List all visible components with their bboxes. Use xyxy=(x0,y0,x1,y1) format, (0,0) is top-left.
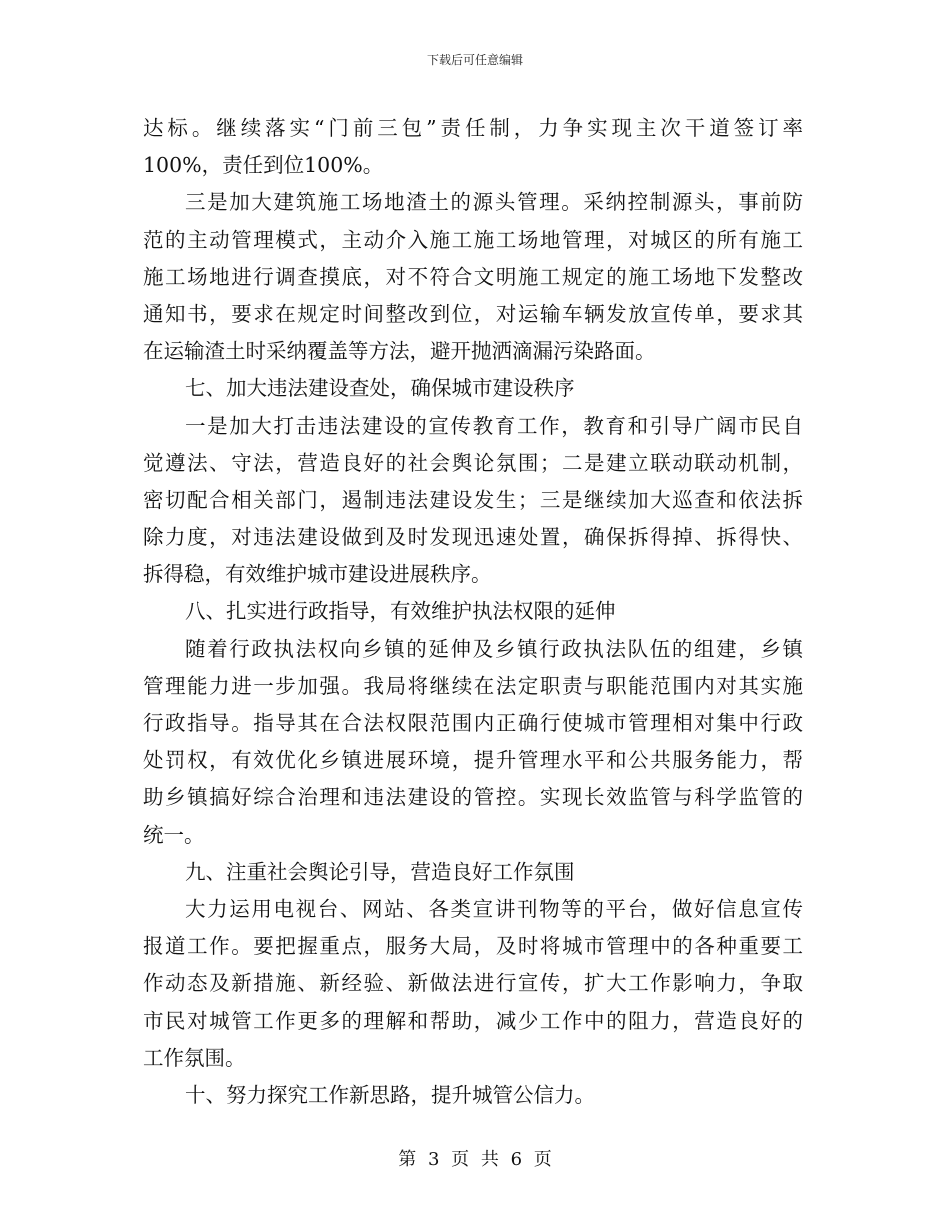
page-header: 下载后可任意编辑 xyxy=(426,53,523,67)
document-body xyxy=(143,110,803,1114)
section-heading: 九、注重社会舆论引导，营造良好工作氛围 xyxy=(185,859,575,884)
body-line: 作动态及新措施、新经验、新做法进行宣传，扩大工作影响力，争取 xyxy=(143,971,803,996)
body-line: 100%，责任到位100%。 xyxy=(143,153,384,178)
body-line: 管理能力进一步加强。我局将继续在法定职责与职能范围内对其实施 xyxy=(143,673,803,698)
page-number-footer: 第 3 页 共 6 页 xyxy=(398,1149,552,1170)
body-line: 工作氛围。 xyxy=(143,1045,246,1070)
section-heading: 十、努力探究工作新思路，提升城管公信力。 xyxy=(185,1082,595,1107)
body-line: 三是加大建筑施工场地渣土的源头管理。采纳控制源头，事前防 xyxy=(185,190,803,215)
body-line: 处罚权，有效优化乡镇进展环境，提升管理水平和公共服务能力，帮 xyxy=(143,748,803,773)
body-line: 觉遵法、守法，营造良好的社会舆论氛围；二是建立联动联动机制， xyxy=(143,450,803,475)
body-line: 拆得稳，有效维护城市建设进展秩序。 xyxy=(143,562,492,587)
body-line: 通知书，要求在规定时间整改到位，对运输车辆发放宣传单，要求其 xyxy=(143,301,803,326)
body-line: 报道工作。要把握重点，服务大局，及时将城市管理中的各种重要工 xyxy=(143,934,803,959)
body-line: 统一。 xyxy=(143,822,205,847)
body-line: 市民对城管工作更多的理解和帮助，减少工作中的阻力，营造良好的 xyxy=(143,1008,803,1033)
body-line: 在运输渣土时采纳覆盖等方法，避开抛洒滴漏污染路面。 xyxy=(143,339,656,364)
body-line: 大力运用电视台、网站、各类宣讲刊物等的平台，做好信息宣传 xyxy=(185,896,803,921)
body-line: 施工场地进行调查摸底，对不符合文明施工规定的施工场地下发整改 xyxy=(143,264,803,289)
body-line: 助乡镇搞好综合治理和违法建设的管控。实现长效监管与科学监管的 xyxy=(143,785,803,810)
body-line: 除力度，对违法建设做到及时发现迅速处置，确保拆得掉、拆得快、 xyxy=(143,525,803,550)
body-line: 达标。继续落实“门前三包”责任制，力争实现主次干道签订率 xyxy=(143,116,803,140)
section-heading: 八、扎实进行政指导，有效维护执法权限的延伸 xyxy=(185,599,616,624)
body-line: 行政指导。指导其在合法权限范围内正确行使城市管理相对集中行政 xyxy=(143,711,803,735)
body-line: 随着行政执法权向乡镇的延伸及乡镇行政执法队伍的组建，乡镇 xyxy=(185,636,803,661)
body-line: 一是加大打击违法建设的宣传教育工作，教育和引导广阔市民自 xyxy=(185,413,803,438)
section-heading: 七、加大违法建设查处，确保城市建设秩序 xyxy=(185,376,575,401)
body-line: 范的主动管理模式，主动介入施工施工场地管理，对城区的所有施工 xyxy=(143,227,803,252)
body-line: 密切配合相关部门，遏制违法建设发生；三是继续加大巡查和依法拆 xyxy=(143,487,803,512)
